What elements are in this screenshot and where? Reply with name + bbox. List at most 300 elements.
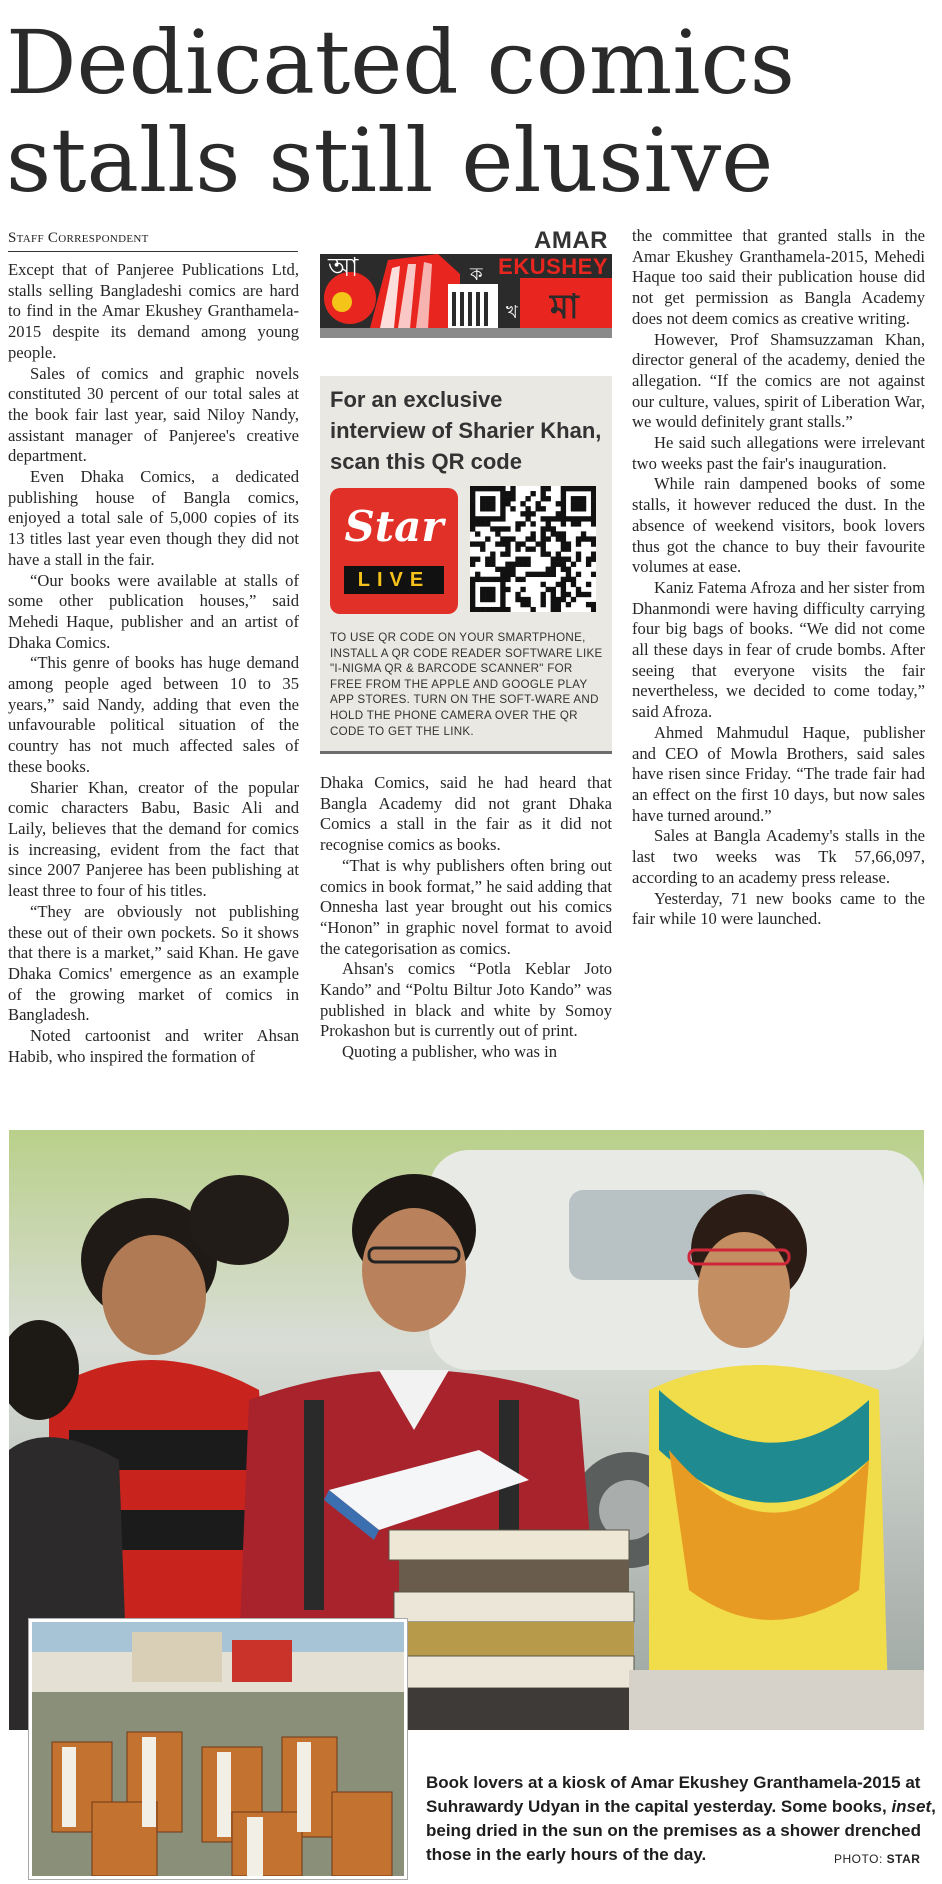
svg-text:আ: আ [328, 254, 359, 283]
qr-module [525, 496, 530, 501]
star-live-logo [330, 488, 458, 614]
caption-text: Book lovers at a kiosk of Amar Ekushey Granthamela-2015 at Suhrawardy Udyan in the capital yesterday. Some books, [426, 1773, 921, 1816]
qr-module [505, 501, 510, 506]
qr-module [561, 491, 566, 496]
qr-module [470, 491, 475, 496]
qr-module [571, 506, 576, 511]
qr-instructions: TO USE QR CODE ON YOUR SMARTPHONE, INSTALL A QR CODE READER SOFTWARE LIKE "I-NIGMA QR & BARCODE SCANNER" FOR FREE FROM THE APPLE AND GOOGLE PLAY APP STORES. TURN ON THE SOFT-WARE AND HOLD THE PHONE CAMERA OVER THE QR CODE TO GET THE LINK. [330, 631, 603, 738]
qr-module [561, 587, 566, 592]
qr-module [500, 536, 505, 541]
qr-module [591, 602, 596, 607]
qr-module [520, 541, 525, 546]
qr-module [551, 587, 556, 592]
paragraph: Yesterday, 71 new books came to the fair while 10 were launched. [632, 888, 925, 929]
qr-module [551, 592, 556, 597]
qr-module [500, 552, 505, 557]
qr-module [541, 526, 546, 531]
qr-module [485, 577, 490, 582]
qr-module [490, 526, 495, 531]
qr-module [541, 491, 546, 496]
qr-module [470, 587, 475, 592]
qr-module [576, 541, 581, 546]
qr-module [571, 496, 576, 501]
photo-credit-prefix: PHOTO: [834, 1852, 883, 1866]
qr-module [591, 607, 596, 612]
qr-module [520, 557, 525, 562]
qr-module [500, 486, 505, 491]
qr-module [586, 562, 591, 567]
qr-module [541, 516, 546, 521]
qr-module [561, 511, 566, 516]
qr-module [591, 506, 596, 511]
qr-module [566, 567, 571, 572]
paragraph: Sharier Khan, creator of the popular comic characters Babu, Basic Ali and Laily, believes that the demand for comics is increasing, evident from the fact that since 2007 Panjeree has been publishing at least three to four of his titles. [8, 777, 299, 901]
qr-module [505, 562, 510, 567]
qr-module [530, 521, 535, 526]
qr-module [495, 531, 500, 536]
qr-module [561, 567, 566, 572]
qr-module [485, 486, 490, 491]
qr-module [515, 526, 520, 531]
article-column-1 [8, 260, 299, 1067]
qr-module [541, 592, 546, 597]
qr-module [485, 506, 490, 511]
qr-module [551, 602, 556, 607]
qr-module [536, 572, 541, 577]
qr-module [551, 557, 556, 562]
qr-module [470, 582, 475, 587]
qr-module [470, 597, 475, 602]
qr-module [541, 486, 546, 491]
qr-module [561, 501, 566, 506]
paragraph: Dhaka Comics, said he had heard that Bangla Academy did not grant Dhaka Comics a stall in the fair as it did not recognise comics as books. [320, 773, 612, 855]
live-label: LIVE [344, 566, 444, 594]
paragraph: Kaniz Fatema Afroza and her sister from Dhanmondi were having difficulty carrying four big bags of books. “We did not come all these days in fear of crude bombs. After seeing that everyone visits the fair nevertheless, we decided to come today,” said Afroza. [632, 577, 925, 722]
qr-module [470, 607, 475, 612]
qr-module [510, 536, 515, 541]
qr-module [561, 486, 566, 491]
qr-module [480, 546, 485, 551]
qr-module [500, 501, 505, 506]
qr-module [576, 592, 581, 597]
qr-module [541, 541, 546, 546]
qr-module [530, 536, 535, 541]
qr-module [495, 526, 500, 531]
qr-module [591, 496, 596, 501]
qr-module [495, 567, 500, 572]
qr-module [475, 541, 480, 546]
qr-module [546, 587, 551, 592]
qr-module [561, 536, 566, 541]
logo-grey-band [320, 328, 612, 338]
qr-module [566, 592, 571, 597]
qr-module [505, 572, 510, 577]
qr-module [530, 531, 535, 536]
qr-module [500, 496, 505, 501]
qr-module [571, 577, 576, 582]
qr-module [480, 597, 485, 602]
qr-module [546, 526, 551, 531]
qr-module [500, 597, 505, 602]
qr-module [510, 567, 515, 572]
paragraph: the committee that granted stalls in the Amar Ekushey Granthamela-2015, Mehedi Haque too said their publication house did not get permission as Bangla Academy does not deem comics as creative writing. [632, 226, 925, 328]
qr-module [505, 607, 510, 612]
qr-module [505, 567, 510, 572]
qr-module [546, 521, 551, 526]
qr-module [556, 582, 561, 587]
qr-module [556, 511, 561, 516]
qr-module [485, 587, 490, 592]
qr-module [556, 607, 561, 612]
logo-amar: AMAR [534, 227, 608, 254]
qr-module [536, 541, 541, 546]
qr-module [561, 521, 566, 526]
qr-module [485, 501, 490, 506]
qr-module [541, 496, 546, 501]
qr-module [480, 607, 485, 612]
qr-module [546, 567, 551, 572]
qr-module [500, 506, 505, 511]
qr-module [530, 607, 535, 612]
qr-module [500, 587, 505, 592]
svg-text:খ: খ [506, 302, 518, 323]
qr-module [561, 531, 566, 536]
qr-module [485, 496, 490, 501]
qr-module [470, 521, 475, 526]
qr-module [480, 592, 485, 597]
qr-module [571, 597, 576, 602]
qr-module [561, 506, 566, 511]
qr-module [546, 572, 551, 577]
qr-module [515, 577, 520, 582]
qr-module [485, 536, 490, 541]
qr-module [556, 552, 561, 557]
qr-module [470, 496, 475, 501]
qr-module [470, 541, 475, 546]
qr-module [566, 546, 571, 551]
qr-module [546, 536, 551, 541]
qr-module [581, 506, 586, 511]
qr-module [591, 572, 596, 577]
qr-module [475, 521, 480, 526]
qr-module [510, 486, 515, 491]
qr-module [576, 572, 581, 577]
qr-module [591, 557, 596, 562]
qr-module [525, 506, 530, 511]
qr-module [541, 597, 546, 602]
qr-module [470, 486, 475, 491]
qr-module [576, 521, 581, 526]
qr-module [571, 501, 576, 506]
qr-module [571, 516, 576, 521]
qr-module [546, 496, 551, 501]
qr-module [520, 521, 525, 526]
qr-module [510, 562, 515, 567]
qr-module [500, 582, 505, 587]
qr-module [500, 602, 505, 607]
qr-module [505, 587, 510, 592]
qr-module [571, 582, 576, 587]
paragraph: Quoting a publisher, who was in [342, 1042, 558, 1062]
qr-module [490, 552, 495, 557]
qr-module [591, 511, 596, 516]
qr-module [566, 572, 571, 577]
qr-module [551, 531, 556, 536]
paragraph: “This genre of books has huge demand among people aged between 10 to 35 years,” said Nandy, adding that even the unfavourable political situation of the country has not much affected sales of these books. [8, 653, 299, 776]
qr-module [586, 582, 591, 587]
qr-module [525, 562, 530, 567]
qr-module [561, 582, 566, 587]
paragraph: Noted cartoonist and writer Ahsan Habib, who inspired the formation of [8, 1026, 299, 1066]
qr-module [490, 597, 495, 602]
qr-module [556, 602, 561, 607]
qr-module [551, 562, 556, 567]
paragraph: While rain dampened books of some stalls, it however reduced the dust. In the absence of weekend visitors, book lovers thus got the chance to buy their favourite volumes at ease. [632, 474, 925, 577]
paragraph: However, Prof Shamsuzzaman Khan, director general of the academy, denied the allegation. “If the comics are not against our culture, values, spirit of Liberation War, we would definitely grant stalls.” [632, 329, 925, 432]
paragraph: Sales of comics and graphic novels constituted 30 percent of our total sales at the book fair last year, said Niloy Nandy, assistant manager of Panjeree's creative department. [8, 363, 299, 466]
caption-emphasis: inset [891, 1797, 932, 1816]
qr-module [505, 552, 510, 557]
qr-module [566, 541, 571, 546]
qr-module [586, 592, 591, 597]
qr-module [480, 501, 485, 506]
qr-module [485, 557, 490, 562]
qr-module [541, 572, 546, 577]
qr-module [485, 516, 490, 521]
qr-module [541, 506, 546, 511]
qr-module [576, 496, 581, 501]
qr-module [561, 577, 566, 582]
paragraph: Ahsan's comics “Potla Keblar Joto Kando” and “Poltu Biltur Joto Kando” was published in black and white by Somoy Prokashon but is currently out of print. [320, 959, 612, 1041]
qr-module [546, 486, 551, 491]
qr-module [520, 562, 525, 567]
qr-module [495, 607, 500, 612]
interview-box [320, 376, 612, 754]
paragraph: Even Dhaka Comics, a dedicated publishing house of Bangla comics, enjoyed a total sale of 5,000 copies of its 13 titles last year even though they did not have a stall in the fair. [8, 467, 299, 569]
qr-module [475, 486, 480, 491]
qr-module [480, 496, 485, 501]
qr-module [525, 536, 530, 541]
qr-module [490, 501, 495, 506]
qr-module [515, 592, 520, 597]
interview-title: For an exclusive interview of Sharier Khan, scan this QR code [330, 387, 602, 474]
qr-module [515, 597, 520, 602]
qr-module [566, 486, 571, 491]
qr-module [536, 501, 541, 506]
qr-module [525, 572, 530, 577]
qr-module [586, 557, 591, 562]
qr-module [470, 516, 475, 521]
qr-module [480, 541, 485, 546]
qr-module [470, 562, 475, 567]
qr-module [591, 501, 596, 506]
drying-books-photo [32, 1622, 404, 1876]
headline-line-1: Dedicated comics [6, 11, 795, 114]
qr-module [556, 531, 561, 536]
qr-module [556, 557, 561, 562]
qr-module [515, 557, 520, 562]
qr-module [541, 531, 546, 536]
article-column-3 [632, 226, 925, 930]
qr-module [490, 506, 495, 511]
qr-module [505, 496, 510, 501]
qr-module [500, 491, 505, 496]
qr-module [581, 501, 586, 506]
qr-module [581, 531, 586, 536]
qr-module [500, 607, 505, 612]
qr-module [586, 536, 591, 541]
qr-module [470, 577, 475, 582]
qr-code-pattern [470, 486, 596, 612]
inset-photo [29, 1619, 407, 1879]
qr-module [470, 506, 475, 511]
qr-module [510, 491, 515, 496]
qr-module [591, 536, 596, 541]
qr-module [495, 577, 500, 582]
qr-module [576, 536, 581, 541]
logo-ekushey: EKUSHEY [498, 254, 608, 279]
qr-module [586, 602, 591, 607]
qr-module [581, 536, 586, 541]
headline-line-2: stalls still elusive [6, 109, 774, 212]
qr-module [561, 516, 566, 521]
qr-module [485, 592, 490, 597]
qr-module [525, 557, 530, 562]
qr-module [571, 521, 576, 526]
headline [6, 11, 936, 212]
qr-module [500, 572, 505, 577]
qr-module [475, 557, 480, 562]
qr-module [475, 516, 480, 521]
qr-module [556, 562, 561, 567]
paragraph: “They are obviously not publishing these out of their own pockets. So it shows that there is a market,” said Khan. He gave Dhaka Comics' emergence as an example of the growing market of comics in Bangladesh. [8, 901, 299, 1025]
qr-module [520, 587, 525, 592]
qr-module [475, 607, 480, 612]
qr-module [500, 592, 505, 597]
qr-module [490, 587, 495, 592]
amar-ekushey-logo [320, 228, 612, 358]
qr-module [571, 486, 576, 491]
qr-module [490, 516, 495, 521]
qr-module [505, 546, 510, 551]
photo-credit-source: STAR [886, 1852, 921, 1866]
qr-module [571, 562, 576, 567]
qr-module [515, 521, 520, 526]
qr-module [480, 486, 485, 491]
qr-module [566, 557, 571, 562]
qr-module [490, 592, 495, 597]
svg-text:ক: ক [470, 264, 483, 285]
qr-module [505, 541, 510, 546]
qr-module [500, 567, 505, 572]
qr-module [525, 546, 530, 551]
qr-module [530, 572, 535, 577]
qr-module [480, 516, 485, 521]
qr-module [520, 577, 525, 582]
qr-module [470, 526, 475, 531]
qr-module [566, 602, 571, 607]
qr-module [520, 511, 525, 516]
qr-module [546, 516, 551, 521]
qr-module [495, 486, 500, 491]
article-column-2 [320, 773, 612, 1063]
paragraph: Sales at Bangla Academy's stalls in the last two weeks was Tk 57,66,097, according to an academy press release. [632, 826, 925, 887]
qr-module [551, 572, 556, 577]
qr-module [576, 501, 581, 506]
photo-credit [834, 1852, 920, 1866]
qr-module [480, 587, 485, 592]
paragraph: Ahmed Mahmudul Haque, publisher and CEO of Mowla Brothers, said sales have risen since Friday. “The trade fair had an effect on the first 10 days, but now sales have turned around.” [632, 722, 925, 825]
qr-module [591, 491, 596, 496]
qr-module [591, 521, 596, 526]
qr-module [591, 552, 596, 557]
qr-module [556, 516, 561, 521]
qr-module [500, 526, 505, 531]
qr-module [500, 516, 505, 521]
qr-module [586, 516, 591, 521]
qr-module [566, 516, 571, 521]
qr-module [495, 541, 500, 546]
caption-text-end: , being dried in the sun on the premises as a shower drenched those in the early hours of the day. [426, 1797, 936, 1864]
qr-module [510, 572, 515, 577]
paragraph: Except that of Panjeree Publications Ltd, stalls selling Bangladeshi comics are hard to find in the Amar Ekushey Granthamela-2015 despite its demand among young people. [8, 260, 299, 362]
qr-module [505, 491, 510, 496]
qr-module [586, 486, 591, 491]
qr-module [500, 577, 505, 582]
qr-module [485, 607, 490, 612]
qr-module [490, 557, 495, 562]
qr-module [561, 546, 566, 551]
qr-code[interactable] [470, 486, 596, 612]
qr-module [470, 511, 475, 516]
star-label: Star [344, 502, 444, 551]
qr-module [485, 597, 490, 602]
qr-module [500, 511, 505, 516]
qr-module [515, 562, 520, 567]
qr-module [576, 587, 581, 592]
qr-module [480, 506, 485, 511]
byline: Staff Correspondent [8, 230, 298, 252]
qr-module [581, 496, 586, 501]
qr-module [490, 562, 495, 567]
qr-module [576, 552, 581, 557]
qr-module [551, 567, 556, 572]
qr-module [485, 521, 490, 526]
qr-module [551, 607, 556, 612]
qr-module [561, 541, 566, 546]
qr-module [530, 491, 535, 496]
qr-module [470, 501, 475, 506]
qr-module [505, 526, 510, 531]
qr-module [495, 516, 500, 521]
qr-module [480, 577, 485, 582]
qr-module [576, 516, 581, 521]
qr-module [470, 602, 475, 607]
qr-module [561, 562, 566, 567]
qr-module [581, 592, 586, 597]
qr-module [490, 577, 495, 582]
qr-module [475, 577, 480, 582]
qr-module [551, 516, 556, 521]
qr-module [520, 501, 525, 506]
qr-module [510, 506, 515, 511]
qr-module [485, 562, 490, 567]
qr-module [576, 506, 581, 511]
qr-module [581, 486, 586, 491]
qr-module [541, 582, 546, 587]
paragraph: He said such allegations were irrelevant two weeks past the fair's inauguration. [632, 433, 925, 473]
qr-module [530, 511, 535, 516]
